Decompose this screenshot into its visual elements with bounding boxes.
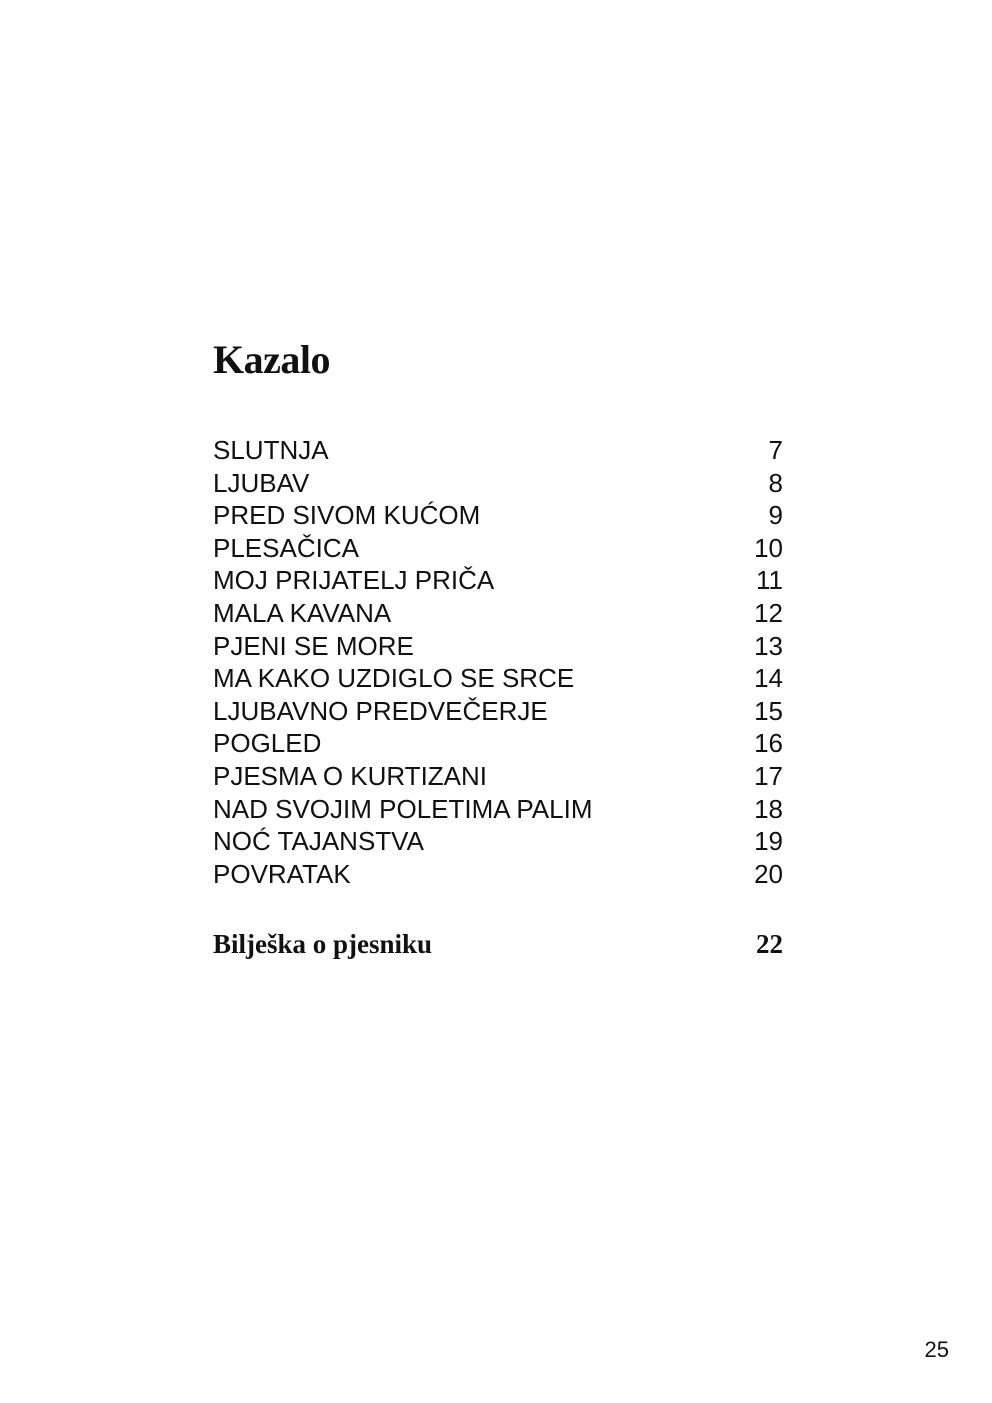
page-title: Kazalo (213, 337, 330, 382)
toc-row (213, 727, 783, 760)
toc-entry-title: PLESAČICA (213, 532, 359, 563)
toc-row (213, 695, 783, 728)
toc-entry-title: PJENI SE MORE (213, 630, 414, 661)
toc-row (213, 499, 783, 532)
note-page: 22 (756, 929, 783, 959)
toc-entry-page: 14 (754, 663, 783, 694)
note-title: Bilješka o pjesniku (213, 929, 433, 959)
toc-note-row (213, 926, 783, 962)
toc-entry-title: MOJ PRIJATELJ PRIČA (213, 565, 495, 596)
toc-entry-title: POVRATAK (213, 858, 351, 889)
toc-entry-title: NAD SVOJIM POLETIMA PALIM (213, 793, 593, 824)
toc-entry-page: 11 (756, 565, 783, 596)
toc-row (213, 597, 783, 630)
toc-entry-page: 7 (768, 435, 783, 465)
toc-entry-page: 9 (768, 500, 783, 531)
toc-entry-title: NOĆ TAJANSTVA (213, 826, 424, 857)
toc-entry-page: 19 (754, 826, 783, 857)
toc-entry-page: 18 (754, 793, 783, 824)
toc-row (213, 858, 783, 891)
toc-row (213, 793, 783, 826)
toc-entry-page: 12 (754, 597, 783, 628)
toc-entry-title: MA KAKO UZDIGLO SE SRCE (213, 663, 575, 694)
toc-entry-title: POGLED (213, 728, 322, 759)
toc-entry-page: 16 (754, 728, 783, 759)
toc-entry-page: 8 (768, 467, 783, 498)
toc-row (213, 434, 783, 467)
table-of-contents (213, 434, 783, 890)
toc-entry-page: 15 (754, 695, 783, 726)
toc-entry-title: PRED SIVOM KUĆOM (213, 500, 481, 531)
toc-entry-title: MALA KAVANA (213, 597, 392, 628)
toc-row (213, 760, 783, 793)
toc-entry-page: 20 (754, 858, 783, 889)
toc-entry-page: 17 (754, 760, 783, 791)
toc-entry-title: SLUTNJA (213, 435, 329, 465)
toc-row (213, 564, 783, 597)
toc-entry-title: LJUBAVNO PREDVEČERJE (213, 695, 548, 726)
toc-row (213, 630, 783, 663)
toc-entry-page: 10 (754, 532, 783, 563)
toc-row (213, 825, 783, 858)
toc-row (213, 467, 783, 500)
page-number: 25 (924, 1337, 949, 1362)
toc-row (213, 532, 783, 565)
toc-entry-page: 13 (754, 630, 783, 661)
toc-row (213, 662, 783, 695)
toc-entry-title: PJESMA O KURTIZANI (213, 760, 488, 791)
toc-entry-title: LJUBAV (213, 467, 310, 498)
